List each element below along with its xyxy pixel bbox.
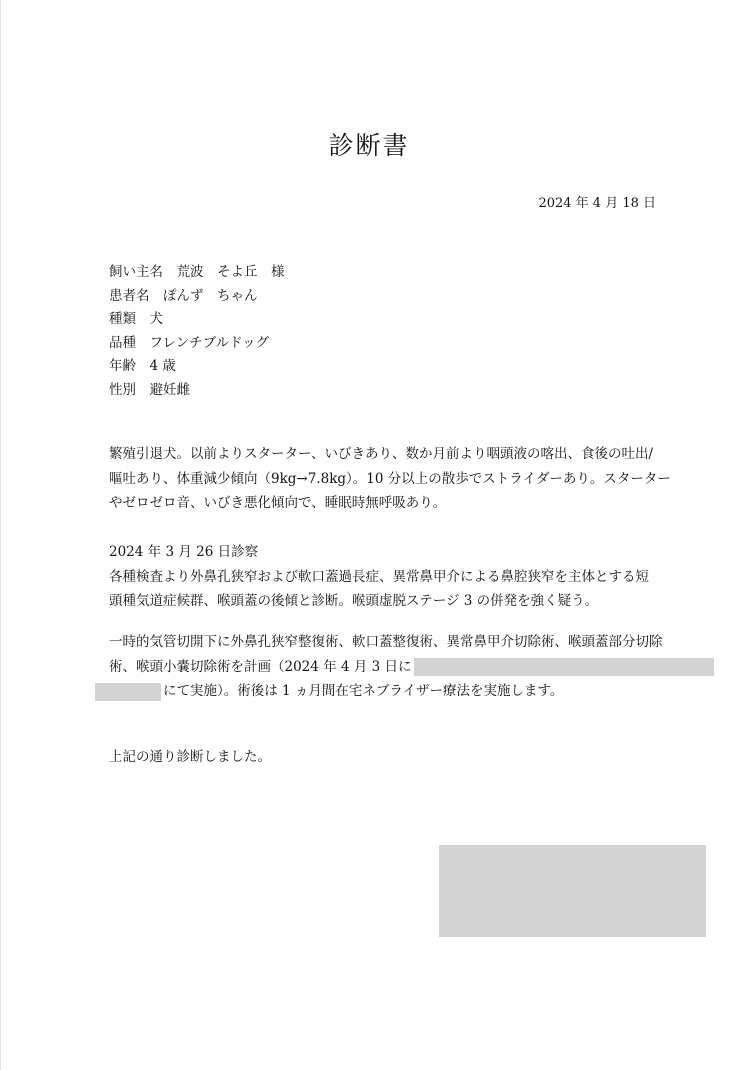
plan-line-text: にて実施）。術後は 1 ヵ月間在宅ネブライザー療法を実施します。 [163, 683, 564, 699]
breed-row: 品種 フレンチブルドッグ [109, 334, 270, 351]
species-row: 種類 犬 [109, 311, 163, 327]
redacted-hospital-name [414, 658, 714, 676]
history-paragraph [109, 442, 671, 516]
plan-line [95, 679, 659, 704]
history-line: 繁殖引退犬。以前よりスターター、いびきあり、数か月前より咽頭液の喀出、食後の吐出/ [109, 446, 654, 462]
redacted-signature-block [439, 845, 706, 937]
patient-name-row: 患者名 ぽんず ちゃん [109, 287, 258, 304]
redacted-hospital-name-cont [95, 683, 161, 701]
plan-line [109, 655, 659, 680]
issue-date: 2024 年 4 月 18 日 [538, 196, 656, 211]
patient-info-block [109, 261, 285, 402]
exam-line: 頭種気道症候群、喉頭蓋の後傾と診断。喉頭虚脱ステージ 3 の併発を強く疑う。 [109, 593, 599, 609]
exam-line: 各種検査より外鼻孔狭窄および軟口蓋過長症、異常鼻甲介による鼻腔狭窄を主体とする短 [109, 568, 649, 585]
document-title: 診断書 [328, 131, 410, 160]
history-line: やゼロゼロ音、いびき悪化傾向で、睡眠時無呼吸あり。 [109, 495, 447, 511]
treatment-plan-paragraph [109, 630, 663, 704]
plan-line: 一時的気管切開下に外鼻孔狭窄整復術、軟口蓋整復術、異常鼻甲介切除術、喉頭蓋部分切除 [109, 634, 663, 650]
exam-date-line: 2024 年 3 月 26 日診察 [109, 544, 259, 560]
examination-paragraph [109, 540, 659, 614]
closing-statement: 上記の通り診断しました。 [109, 749, 271, 765]
sex-row: 性別 避妊雌 [109, 381, 190, 398]
plan-line-text: 術、喉頭小嚢切除術を計画（2024 年 4 月 3 日に [109, 658, 412, 675]
owner-name-row: 飼い主名 荒波 そよ丘 様 [109, 264, 285, 280]
age-row: 年齢 4 歳 [109, 358, 176, 374]
history-line: 嘔吐あり、体重減少傾向（9kg→7.8kg）。10 分以上の散歩でストライダーあり。スターター [109, 470, 671, 487]
